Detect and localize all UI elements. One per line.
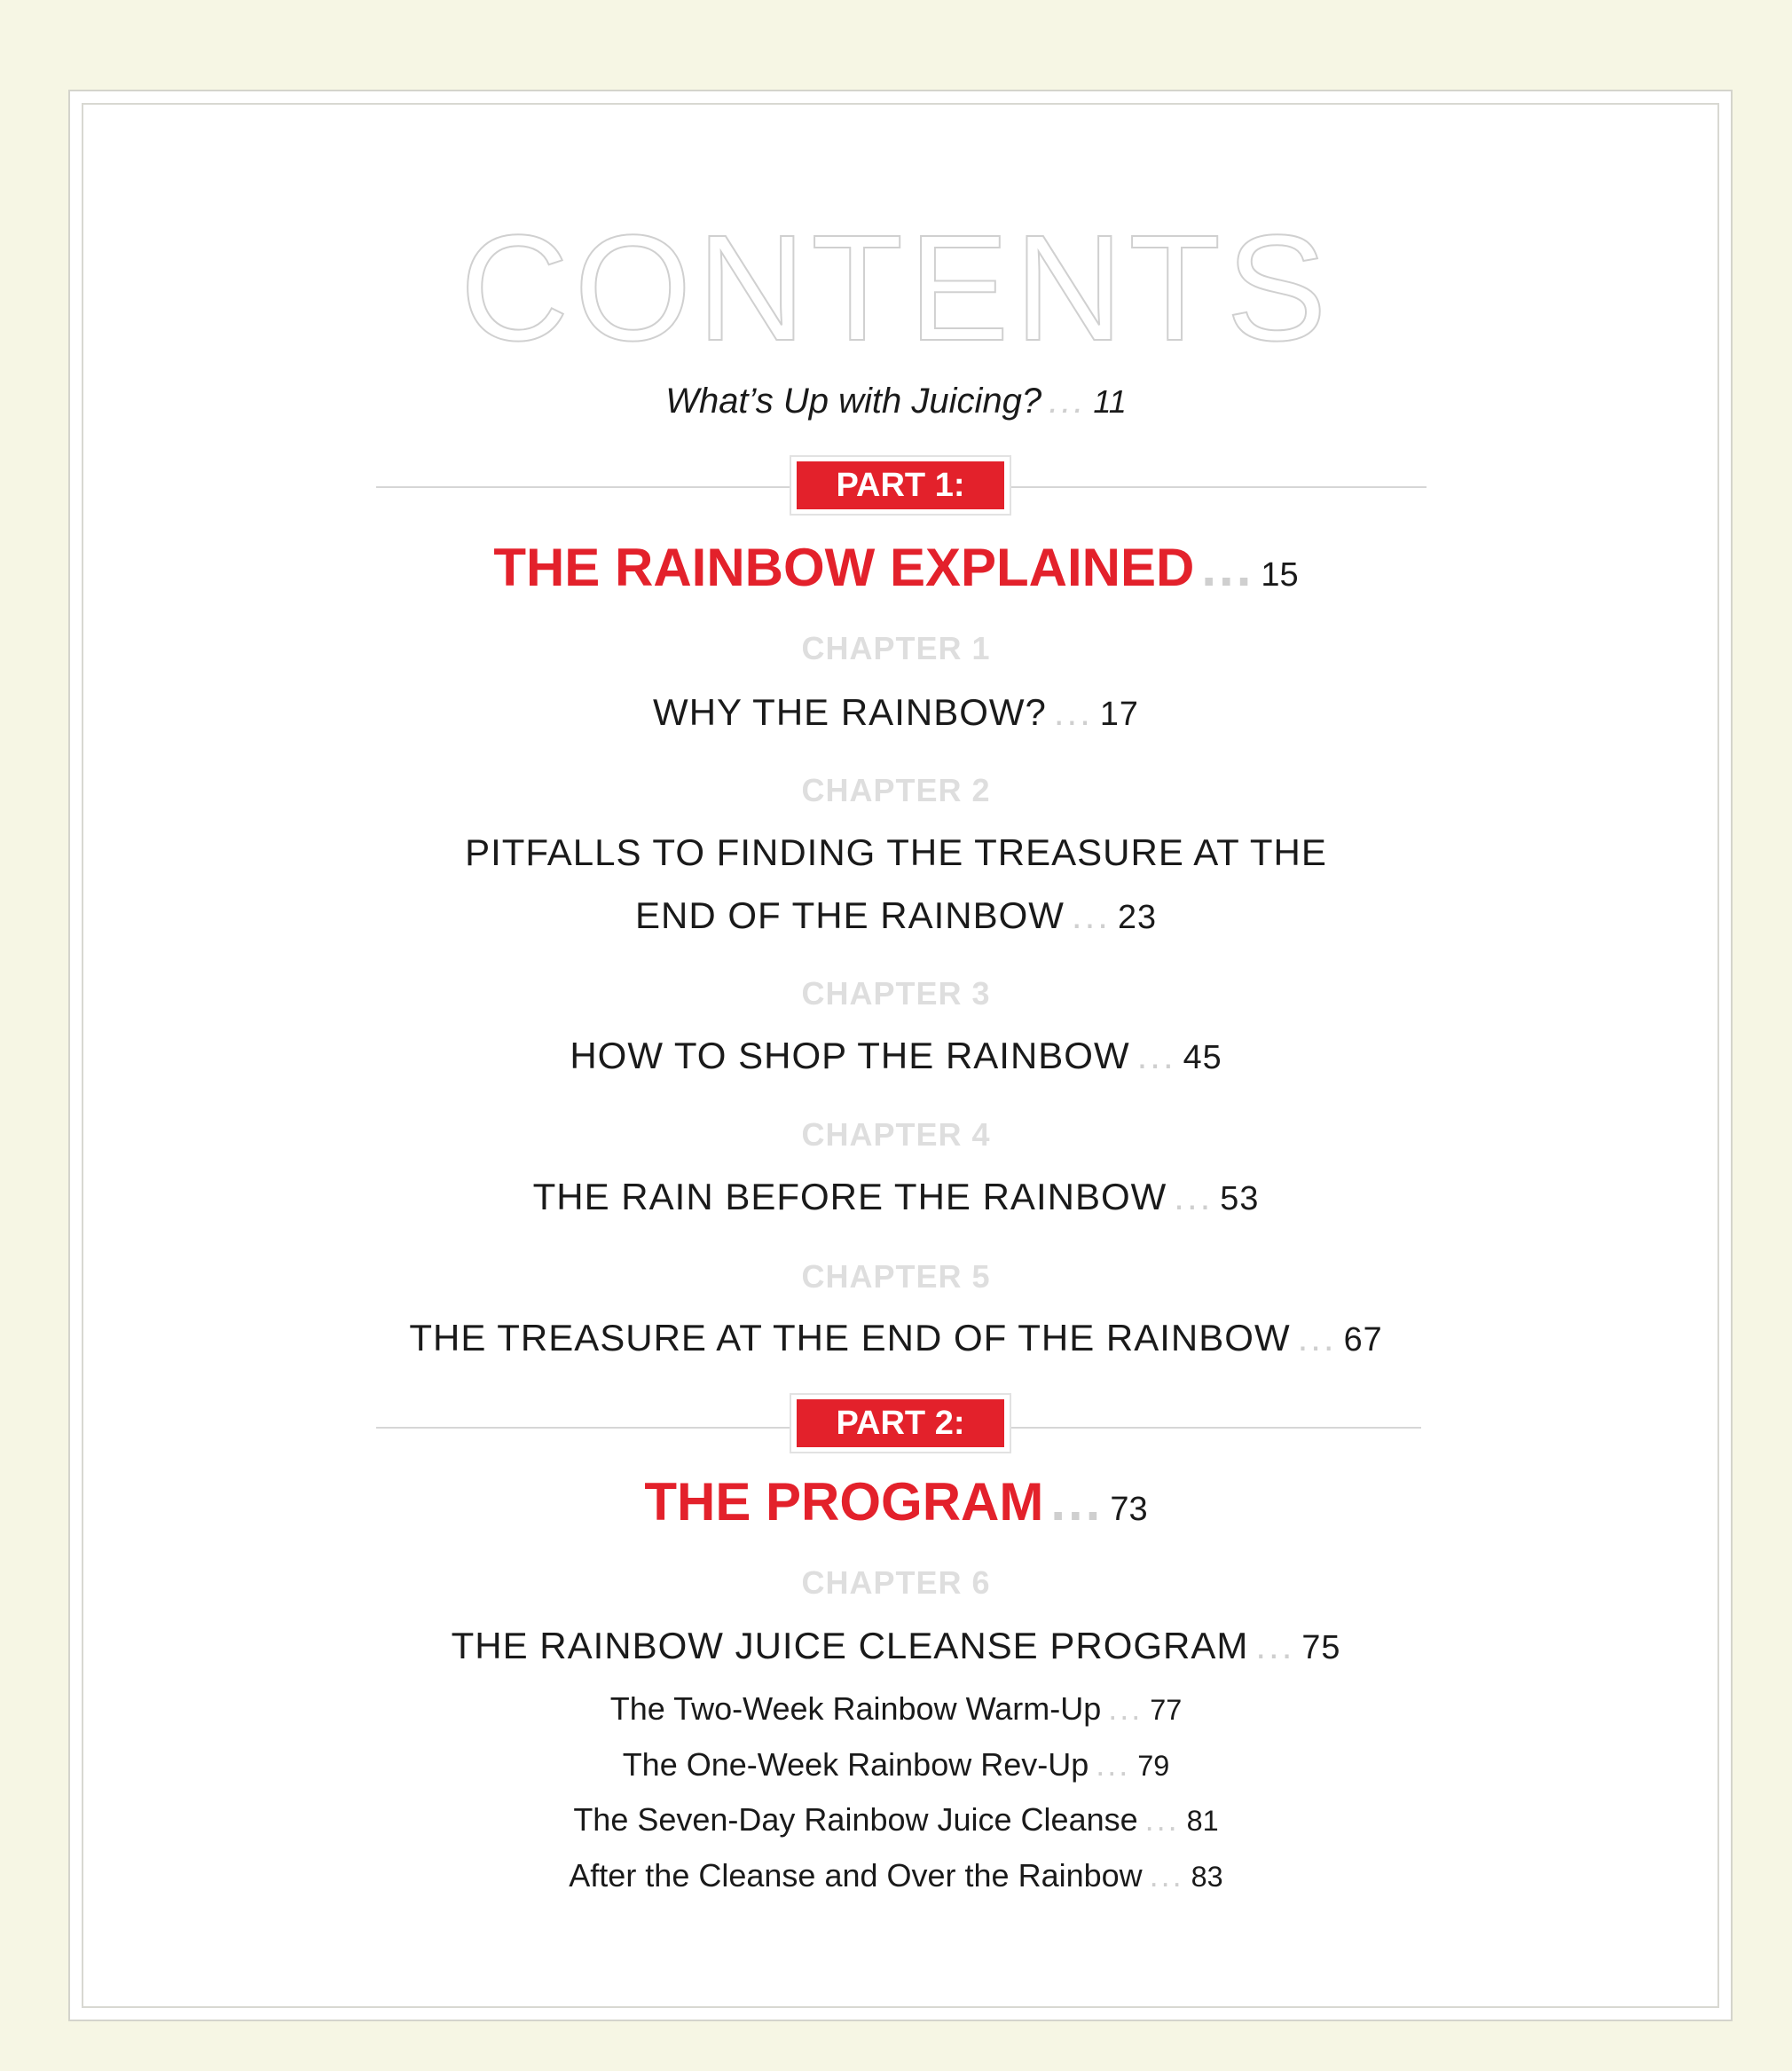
page-number: 81: [1186, 1805, 1219, 1837]
chapter-label: CHAPTER 3: [801, 975, 991, 1012]
chapter-label: CHAPTER 6: [801, 1564, 991, 1601]
part-title: THE PROGRAM: [644, 1472, 1044, 1532]
leader-dots: ...: [1149, 1857, 1184, 1894]
page-number: 79: [1137, 1750, 1170, 1782]
toc-subsection[interactable]: [0, 1801, 1792, 1838]
part-badge: PART 2:: [790, 1393, 1011, 1453]
subsection-title: The Seven-Day Rainbow Juice Cleanse: [573, 1801, 1138, 1838]
page-number: 53: [1220, 1180, 1260, 1217]
page-number: 11: [1093, 383, 1127, 420]
chapter-title: WHY THE RAINBOW?: [653, 691, 1047, 733]
chapter-label: CHAPTER 4: [801, 1116, 991, 1153]
chapter-title: THE RAINBOW JUICE CLEANSE PROGRAM: [451, 1625, 1249, 1666]
entry-title: What’s Up with Juicing?: [665, 382, 1042, 421]
leader-dots: ...: [1136, 1035, 1176, 1076]
toc-chapter-6[interactable]: [0, 1627, 1792, 1665]
toc-entry-intro[interactable]: [0, 383, 1792, 419]
chapter-title: THE TREASURE AT THE END OF THE RAINBOW: [409, 1317, 1291, 1358]
toc-chapter-2-line1[interactable]: PITFALLS TO FINDING THE TREASURE AT THE: [465, 831, 1327, 873]
toc-chapter-4[interactable]: [0, 1178, 1792, 1217]
leader-dots: ...: [1108, 1690, 1144, 1727]
subsection-title: The Two-Week Rainbow Warm-Up: [609, 1690, 1102, 1727]
chapter-title: HOW TO SHOP THE RAINBOW: [570, 1035, 1130, 1076]
toc-chapter-5[interactable]: [0, 1319, 1792, 1358]
chapter-title: THE RAIN BEFORE THE RAINBOW: [532, 1176, 1167, 1217]
subsection-title: The One-Week Rainbow Rev-Up: [622, 1746, 1089, 1783]
chapter-label: CHAPTER 1: [801, 630, 991, 666]
toc-subsection[interactable]: [0, 1746, 1792, 1783]
chapter-label: CHAPTER 2: [801, 772, 991, 808]
leader-dots: ...: [1053, 691, 1093, 733]
page-number: 23: [1117, 899, 1157, 936]
page-number: 83: [1191, 1861, 1223, 1893]
leader-dots: ...: [1255, 1625, 1295, 1666]
part-badge: PART 1:: [790, 455, 1011, 516]
page-number: 77: [1150, 1694, 1183, 1726]
leader-dots: ...: [1297, 1317, 1337, 1358]
page-number: 15: [1261, 556, 1299, 594]
toc-chapter-2[interactable]: [0, 894, 1792, 936]
leader-dots: ...: [1049, 382, 1087, 421]
chapter-label: CHAPTER 5: [801, 1258, 991, 1295]
page-number: 75: [1301, 1629, 1341, 1666]
leader-dots: ...: [1096, 1746, 1131, 1783]
page-title: CONTENTS: [460, 204, 1332, 373]
part-title: THE RAINBOW EXPLAINED: [493, 538, 1195, 597]
toc-chapter-1[interactable]: [0, 691, 1792, 733]
page-number: 45: [1183, 1039, 1222, 1076]
toc-part-1[interactable]: [0, 538, 1792, 597]
leader-dots: ...: [1071, 894, 1111, 936]
toc-subsection[interactable]: [0, 1857, 1792, 1894]
leader-dots: ...: [1050, 1472, 1104, 1532]
page-number: 17: [1099, 696, 1139, 733]
toc-chapter-3[interactable]: [0, 1037, 1792, 1075]
subsection-title: After the Cleanse and Over the Rainbow: [569, 1857, 1143, 1894]
page-number: 73: [1110, 1491, 1148, 1528]
toc-part-2[interactable]: [0, 1472, 1792, 1532]
leader-dots: ...: [1201, 538, 1254, 597]
page-number: 67: [1343, 1321, 1383, 1358]
leader-dots: ...: [1144, 1801, 1180, 1838]
toc-subsection[interactable]: [0, 1690, 1792, 1727]
chapter-title: END OF THE RAINBOW: [635, 894, 1065, 936]
leader-dots: ...: [1174, 1176, 1214, 1217]
